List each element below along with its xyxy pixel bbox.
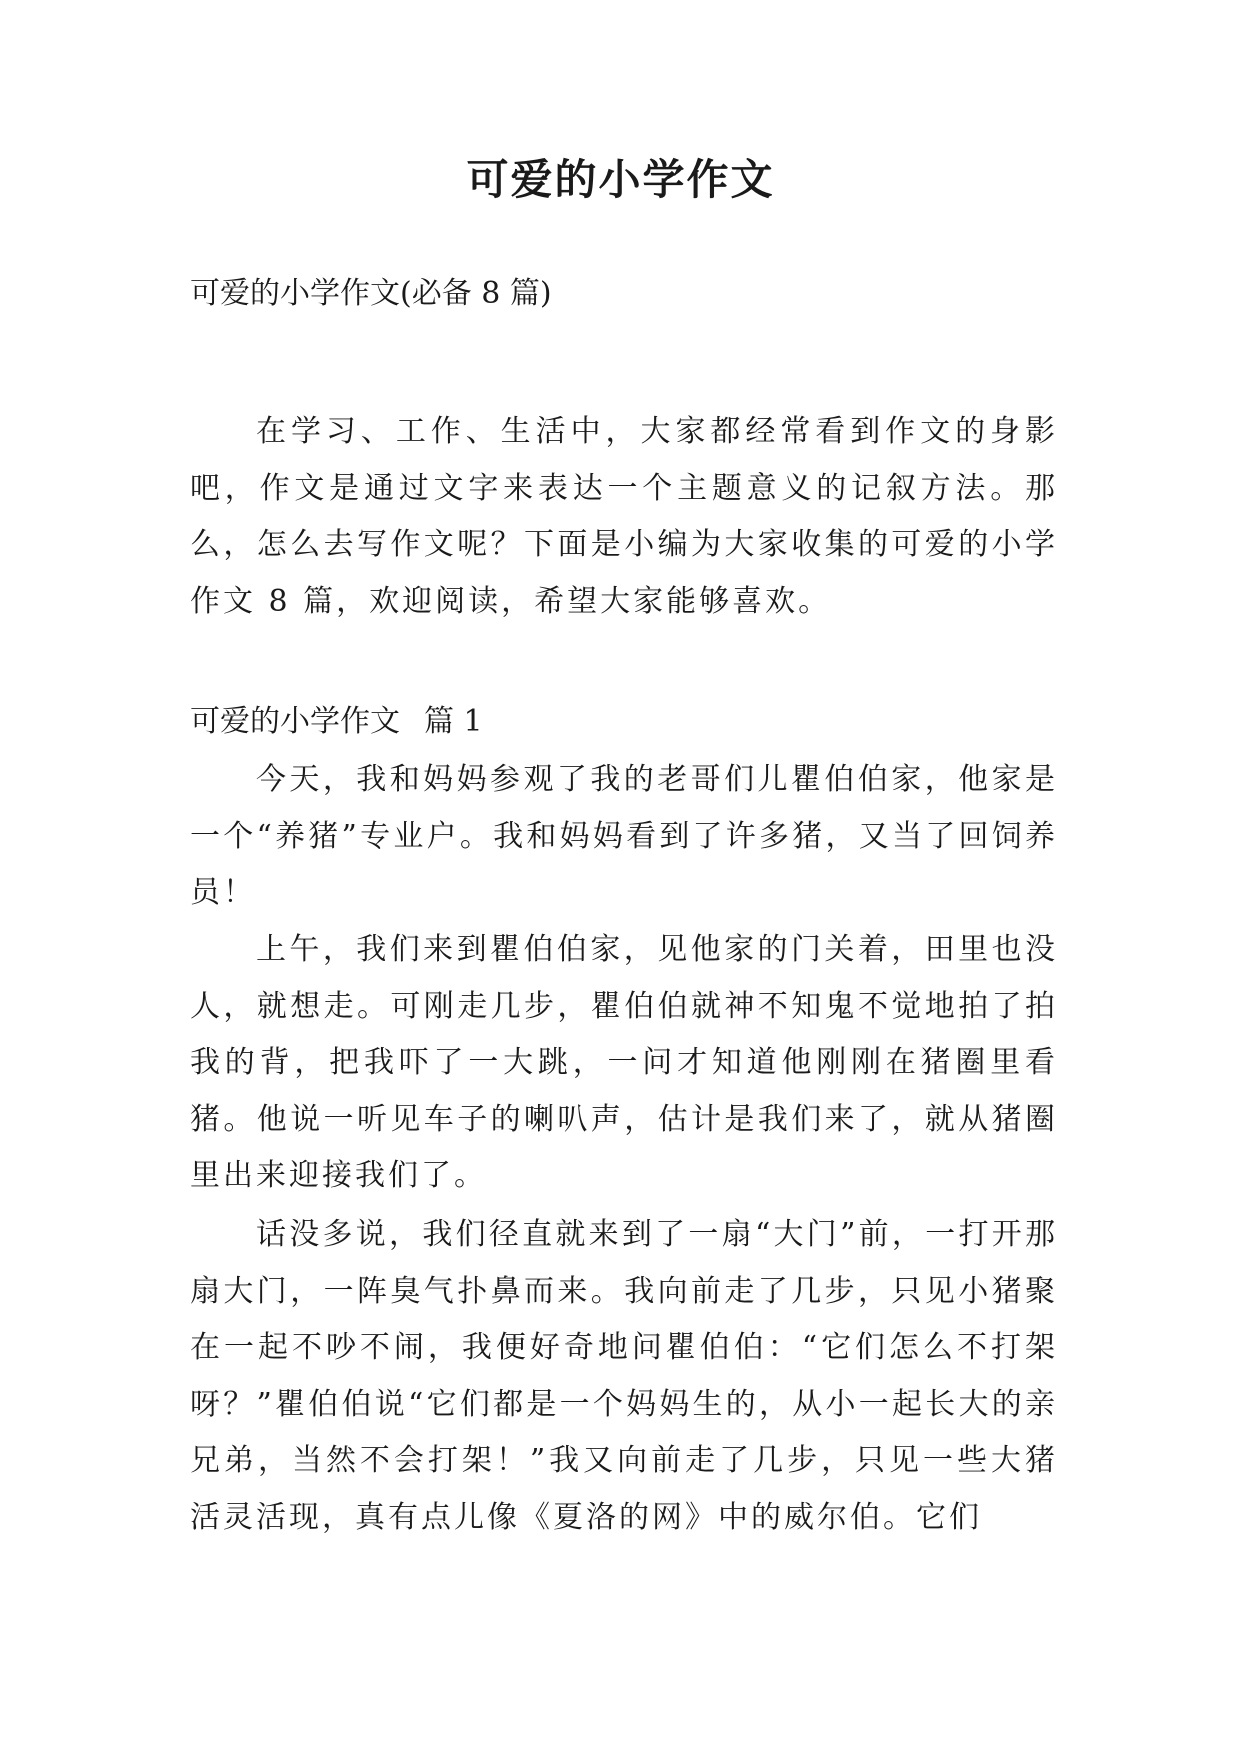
- body-paragraph-3: 话没多说，我们径直就来到了一扇“大门”前，一打开那扇大门，一阵臭气扑鼻而来。我向前走了几步，只见小猪聚在一起不吵不闹，我便好奇地问瞿伯伯：“它们怎么不打架呀？”瞿伯伯说“它们都是一个妈妈生的，从小一起长大的亲兄弟，当然不会打架！”我又向前走了几步，只见一些大猪活灵活现，真有点儿像《夏洛的网》中的威尔伯。它们: [190, 1217, 1058, 1535]
- section-heading-number: 篇 1: [424, 704, 483, 739]
- section-heading-title: 可爱的小学作文: [190, 704, 400, 739]
- section-heading: [190, 694, 483, 750]
- document-title: 可爱的小学作文: [466, 155, 775, 204]
- body-paragraph-2: 上午，我们来到瞿伯伯家，见他家的门关着，田里也没人，就想走。可刚走几步，瞿伯伯就神不知鬼不觉地拍了拍我的背，把我吓了一大跳，一问才知道他刚刚在猪圈里看猪。他说一听见车子的喇叭声，估计是我们来了，就从猪圈里出来迎接我们了。: [190, 932, 1058, 1193]
- intro-paragraph: 在学习、工作、生活中，大家都经常看到作文的身影吧，作文是通过文字来表达一个主题意义的记叙方法。那么，怎么去写作文呢？下面是小编为大家收集的可爱的小学作文 8 篇，欢迎阅读，希望大家能够喜欢。: [190, 414, 1058, 619]
- document-subtitle: 可爱的小学作文(必备 8 篇): [190, 276, 552, 311]
- body-paragraph-1: 今天，我和妈妈参观了我的老哥们儿瞿伯伯家，他家是一个“养猪”专业户。我和妈妈看到了许多猪，又当了回饲养员！: [190, 762, 1058, 910]
